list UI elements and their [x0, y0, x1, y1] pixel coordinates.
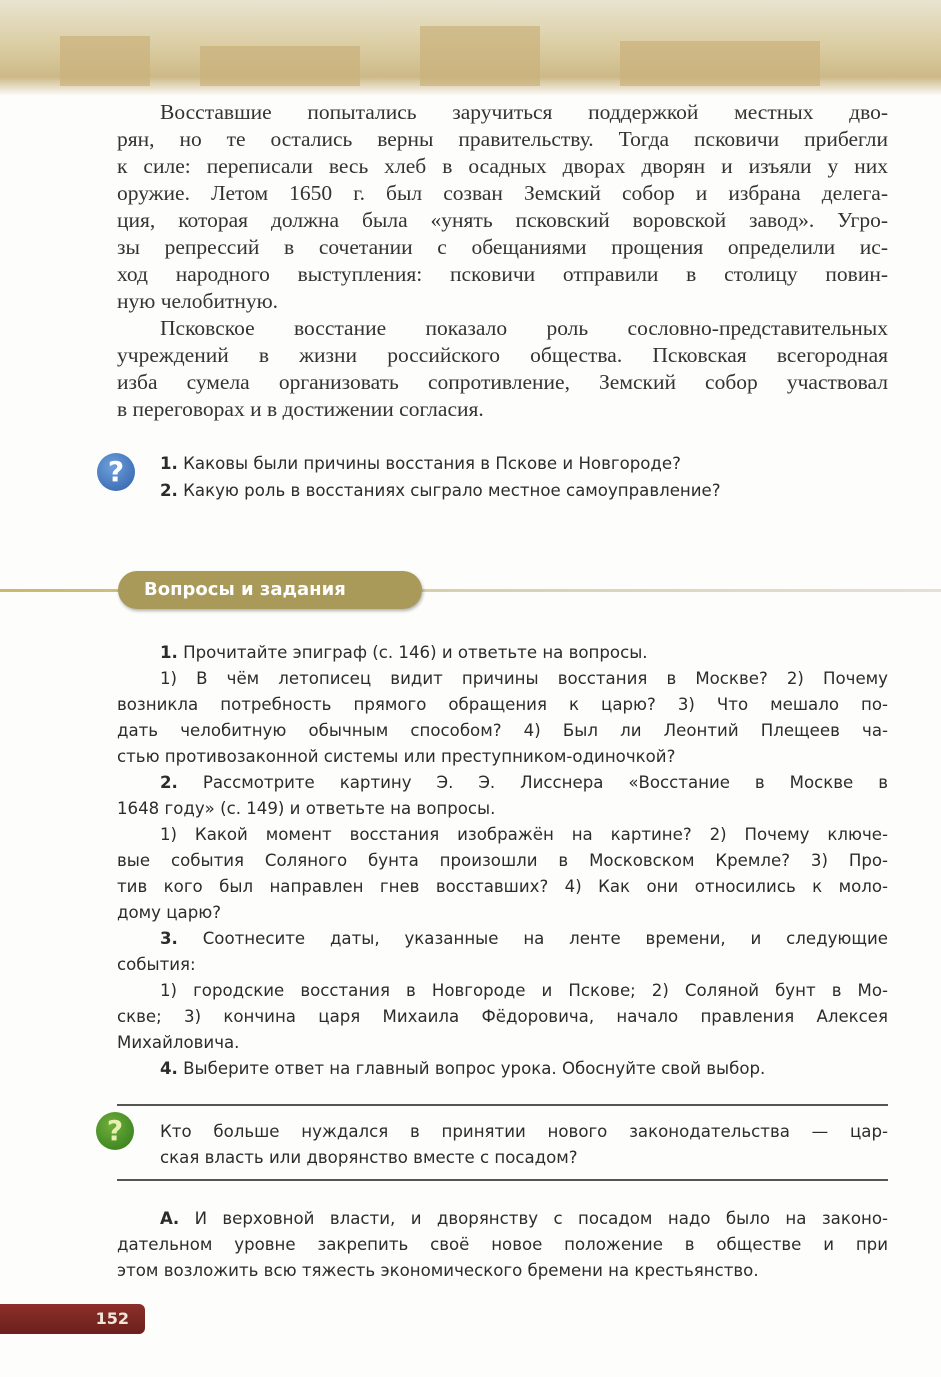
text-line: рян, но те остались верны правительству. Тогда псковичи прибегли — [117, 127, 888, 151]
answer-line-text: этом возложить всю тяжесть экономического бремени на крестьянство. — [117, 1261, 759, 1280]
task-line — [117, 640, 888, 666]
task-text: 1) В чём летописец видит причины восстания в Москве? 2) Почему — [160, 669, 888, 688]
question-icon: ? — [97, 453, 135, 491]
divider-rule — [117, 1104, 888, 1106]
task-line — [117, 770, 888, 796]
answer-text — [117, 1206, 888, 1284]
text-line: зы репрессий в сочетании с обещаниями прощения определили ис- — [117, 235, 888, 259]
task-number: 2. — [160, 773, 178, 792]
task-text: Рассмотрите картину Э. Э. Лисснера «Восстание в Москве в — [202, 773, 888, 792]
task-line — [117, 952, 888, 978]
tasks-list — [117, 640, 888, 1082]
main-question — [160, 1119, 888, 1171]
review-question-1 — [160, 450, 721, 477]
question-line: Кто больше нуждался в принятии нового законодательства — цар- — [160, 1122, 888, 1141]
text-line: ную челобитную. — [117, 289, 279, 313]
text-line: изба сумела организовать сопротивление, Земский собор участвовал — [117, 370, 888, 394]
task-text: стью противозаконной системы или преступником-одиночкой? — [117, 747, 676, 766]
task-line — [117, 796, 888, 822]
text-line: Псковское восстание показало роль сословно-представительных — [160, 316, 888, 340]
task-line — [117, 900, 888, 926]
divider-rule — [117, 1179, 888, 1181]
task-text: 1) Какой момент восстания изображён на картине? 2) Почему ключе- — [160, 825, 888, 844]
page-number: 152 — [0, 1304, 145, 1334]
review-questions — [160, 450, 721, 504]
text-line: Восставшие попытались заручиться поддержкой местных дво- — [160, 100, 888, 124]
review-question-2 — [160, 477, 721, 504]
task-line — [117, 1056, 888, 1082]
section-header: Вопросы и задания — [118, 571, 422, 609]
task-text: 1648 году» (с. 149) и ответьте на вопросы. — [117, 799, 496, 818]
task-line — [117, 848, 888, 874]
task-line — [117, 926, 888, 952]
answer-line — [117, 1206, 888, 1232]
task-line — [117, 978, 888, 1004]
task-text: Соотнесите даты, указанные на ленте времени, и следующие — [202, 929, 888, 948]
task-number: 1. — [160, 643, 178, 662]
answer-line — [117, 1258, 888, 1284]
task-text: вые события Соляного бунта произошли в Московском Кремле? 3) Про- — [117, 851, 888, 870]
task-text: возникла потребность прямого обращения к царю? 3) Что мешало по- — [117, 695, 888, 714]
task-line — [117, 874, 888, 900]
task-line — [117, 718, 888, 744]
question-icon: ? — [96, 1112, 134, 1150]
task-text: события: — [117, 955, 196, 974]
task-text: Прочитайте эпиграф (с. 146) и ответьте на вопросы. — [183, 643, 648, 662]
task-number: 4. — [160, 1059, 178, 1078]
task-text: Выберите ответ на главный вопрос урока. Обоснуйте свой выбор. — [183, 1059, 766, 1078]
task-text: 1) городские восстания в Новгороде и Пскове; 2) Соляной бунт в Мо- — [160, 981, 888, 1000]
task-text: скве; 3) кончина царя Михаила Фёдоровича, начало правления Алексея — [117, 1007, 888, 1026]
question-number: 2. — [160, 481, 178, 500]
question-line: ская власть или дворянство вместе с посадом? — [160, 1148, 578, 1167]
task-line — [117, 1030, 888, 1056]
text-line: ция, которая должна была «унять псковский воровской завод». Угро- — [117, 208, 888, 232]
task-line — [117, 822, 888, 848]
question-number: 1. — [160, 454, 178, 473]
task-text: дому царю? — [117, 903, 222, 922]
task-number: 3. — [160, 929, 178, 948]
question-text: Какую роль в восстаниях сыграло местное самоуправление? — [183, 481, 721, 500]
task-line — [117, 692, 888, 718]
task-text: Михайловича. — [117, 1033, 240, 1052]
text-line: учреждений в жизни российского общества. Псковская всегородная — [117, 343, 888, 367]
text-line: ход народного выступления: псковичи отправили в столицу повин- — [117, 262, 888, 286]
question-text: Каковы были причины восстания в Пскове и Новгороде? — [183, 454, 681, 473]
task-line — [117, 744, 888, 770]
answer-line-text: И верховной власти, и дворянству с посадом надо было на законо- — [194, 1209, 888, 1228]
task-text: тив кого был направлен гнев восставших? 4) Как они относились к моло- — [117, 877, 888, 896]
header-illustration — [0, 0, 941, 96]
task-text: дать челобитную обычным способом? 4) Был ли Леонтий Плещеев ча- — [117, 721, 888, 740]
answer-line-text: дательном уровне закрепить своё новое положение в обществе и при — [117, 1235, 888, 1254]
text-line: к силе: переписали весь хлеб в осадных дворах дворян и изъяли у них — [117, 154, 888, 178]
body-text — [117, 99, 888, 423]
answer-label: А. — [160, 1209, 180, 1228]
task-line — [117, 666, 888, 692]
task-line — [117, 1004, 888, 1030]
text-line: оружие. Летом 1650 г. был созван Земский собор и избрана делега- — [117, 181, 888, 205]
text-line: в переговорах и в достижении согласия. — [117, 397, 484, 421]
answer-line — [117, 1232, 888, 1258]
